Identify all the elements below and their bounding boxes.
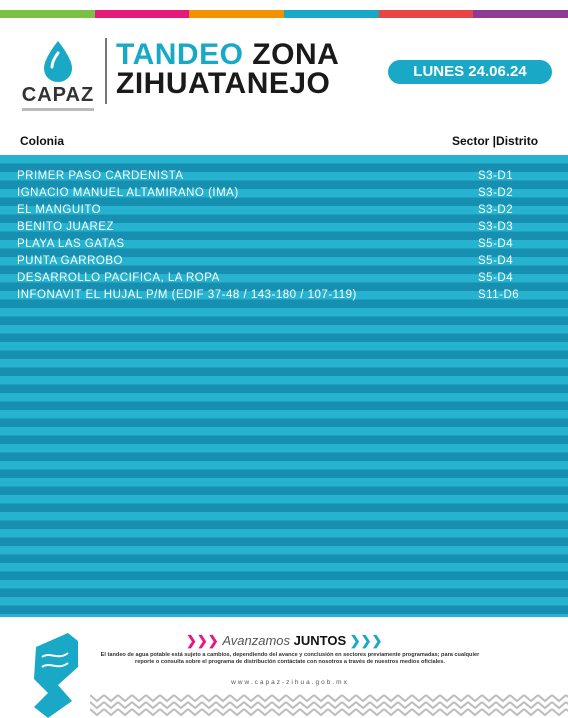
page-title	[116, 40, 339, 98]
table-row	[0, 219, 568, 236]
table-row	[0, 185, 568, 202]
footer	[0, 617, 568, 718]
cell-colonia: PLAYA LAS GATAS	[17, 238, 125, 250]
stripe-purple	[473, 10, 568, 18]
table-row	[0, 202, 568, 219]
logo-tagline-line	[22, 108, 94, 111]
cell-colonia: INFONAVIT EL HUJAL P/M (EDIF 37-48 / 143-180 / 107-119)	[17, 289, 357, 301]
arrows-right-icon: ❯❯❯	[349, 633, 383, 648]
schedule-table	[0, 155, 568, 617]
table-row	[0, 168, 568, 185]
stripe-orange	[189, 10, 284, 18]
cell-colonia: PUNTA GARROBO	[17, 255, 123, 267]
cell-sector: S5-D4	[478, 238, 514, 250]
website-url: www.capaz-zihua.gob.mx	[231, 679, 349, 686]
arrows-left-icon: ❯❯❯	[186, 633, 219, 648]
color-stripe-bar	[0, 10, 568, 18]
disclaimer-text: El tandeo de agua potable está sujeto a cambios, dependiendo del avance y conclusión en sectores previamente programadas; para cualquier reporte o consulta sobre el programa de distribución contáctate con nosotros a través de nuestros medios oficiales.	[100, 652, 480, 665]
cell-sector: S3-D2	[478, 187, 514, 199]
stripe-magenta	[95, 10, 190, 18]
table-row	[0, 287, 568, 304]
slogan-juntos: JUNTOS	[293, 633, 347, 648]
capaz-wave-emblem-icon	[28, 627, 84, 718]
slogan	[186, 633, 382, 649]
cell-sector: S3-D1	[478, 170, 514, 182]
cell-sector: S3-D2	[478, 204, 514, 216]
stripe-cyan	[284, 10, 379, 18]
logo-wordmark: CAPAZ	[21, 84, 95, 106]
stripe-green	[0, 10, 95, 18]
water-drop-icon	[41, 40, 75, 84]
title-word-zona: ZONA	[252, 38, 340, 71]
column-header-sector: Sector |Distrito	[452, 134, 539, 148]
zigzag-pattern	[90, 691, 568, 718]
cell-sector: S11-D6	[478, 289, 520, 301]
capaz-logo	[18, 40, 98, 120]
table-row	[0, 253, 568, 270]
title-line2: ZIHUATANEJO	[116, 67, 331, 100]
column-header-colonia: Colonia	[20, 134, 64, 148]
table-row	[0, 270, 568, 287]
cell-colonia: PRIMER PASO CARDENISTA	[17, 170, 184, 182]
cell-colonia: DESARROLLO PACIFICA, LA ROPA	[17, 272, 220, 284]
slogan-avanzamos: Avanzamos	[222, 633, 290, 648]
stripe-red	[379, 10, 474, 18]
header	[0, 18, 568, 118]
cell-sector: S5-D4	[478, 255, 514, 267]
cell-sector: S5-D4	[478, 272, 514, 284]
cell-sector: S3-D3	[478, 221, 514, 233]
cell-colonia: EL MANGUITO	[17, 204, 102, 216]
header-divider	[105, 38, 107, 104]
cell-colonia: BENITO JUAREZ	[17, 221, 115, 233]
title-accent: TANDEO	[116, 38, 244, 71]
table-row	[0, 236, 568, 253]
date-badge: LUNES 24.06.24	[388, 60, 552, 84]
cell-colonia: IGNACIO MANUEL ALTAMIRANO (IMA)	[17, 187, 239, 199]
